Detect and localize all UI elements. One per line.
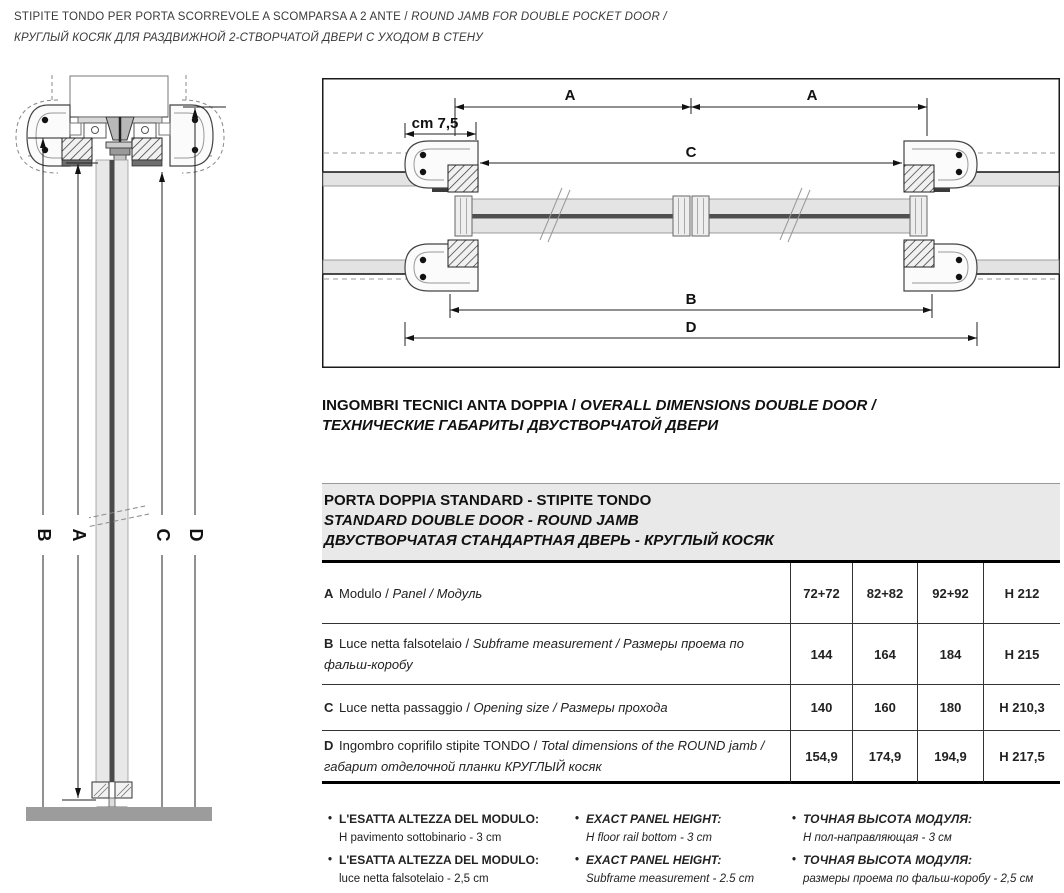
row-label-ru: Размеры прохода	[560, 700, 668, 715]
pocket-cavity	[70, 76, 168, 117]
footnotes-russian	[792, 810, 1058, 892]
title-english: ROUND JAMB FOR DOUBLE POCKET DOOR /	[411, 11, 667, 23]
table-title-en: STANDARD DOUBLE DOOR - ROUND JAMB	[324, 512, 639, 529]
footnote-title: ТОЧНАЯ ВЫСОТА МОДУЛЯ:	[803, 853, 973, 867]
table-row-c-label	[322, 685, 790, 731]
table-title-ru: ДВУСТВОРЧАТАЯ СТАНДАРТНАЯ ДВЕРЬ - КРУГЛЫЙ КОСЯК	[324, 532, 774, 549]
footnote-title: ТОЧНАЯ ВЫСОТА МОДУЛЯ:	[803, 812, 973, 826]
table-cell: H 215	[983, 624, 1060, 685]
footnote-text: H floor rail bottom - 3 cm	[586, 832, 712, 844]
footnotes	[328, 810, 1058, 892]
table-cell: 180	[917, 685, 983, 731]
footnote	[792, 810, 1058, 848]
row-label-ru: Модуль	[436, 585, 483, 601]
table-cell: 92+92	[917, 563, 983, 624]
row-label-en: Panel /	[392, 585, 433, 601]
row-label-ru: Размеры проема по фальш-коробу	[324, 636, 744, 672]
table-cell: 184	[917, 624, 983, 685]
row-label-en: Total dimensions of the ROUND jamb /	[540, 738, 765, 753]
heading-italian: INGOMBRI TECNICI ANTA DOPPIA /	[322, 397, 581, 414]
table-cell: 140	[790, 685, 852, 731]
row-key: A	[324, 585, 334, 601]
section-heading	[322, 396, 876, 435]
table-cell: 144	[790, 624, 852, 685]
page-title-line2: КРУГЛЫЙ КОСЯК ДЛЯ РАЗДВИЖНОЙ 2-СТВОРЧАТОЙ ДВЕРИ С УХОДОМ В СТЕНУ	[14, 32, 483, 44]
table-cell: 82+82	[852, 563, 917, 624]
footnote-text: luce netta falsotelaio - 2,5 cm	[339, 873, 489, 885]
table-cell: 174,9	[852, 731, 917, 784]
table-cell: 72+72	[790, 563, 852, 624]
dim-label-a: A	[69, 528, 89, 542]
footnotes-english	[575, 810, 792, 892]
table-cell: H 210,3	[983, 685, 1060, 731]
table-row-b-label	[322, 624, 790, 685]
dim-label-d: D	[685, 319, 697, 336]
dim-label-c: C	[153, 528, 173, 542]
table-cell: 160	[852, 685, 917, 731]
table-row-a-label	[322, 563, 790, 624]
footnote-title: L'ESATTA ALTEZZA DEL MODULO:	[339, 853, 539, 867]
dimensions-table	[322, 483, 1060, 784]
footnote-title: L'ESATTA ALTEZZA DEL MODULO:	[339, 812, 539, 826]
table-grid	[322, 563, 1060, 784]
dim-label-b: B	[685, 291, 697, 308]
bullet-icon: •	[328, 813, 333, 825]
page-title-line1	[14, 7, 667, 28]
vertical-section-drawing	[0, 60, 240, 893]
section-heading-line2: ТЕХНИЧЕСКИЕ ГАБАРИТЫ ДВУСТВОРЧАТОЙ ДВЕРИ	[322, 416, 719, 434]
footnote-title: EXACT PANEL HEIGHT:	[586, 812, 722, 826]
table-cell: 154,9	[790, 731, 852, 784]
bullet-icon: •	[792, 854, 797, 866]
table-row-d-label	[322, 731, 790, 784]
row-label-en: Subframe measurement /	[472, 636, 620, 651]
footnote-text: размеры проема по фальш-коробу - 2,5 см	[803, 873, 1034, 885]
footnotes-italian	[328, 810, 575, 892]
row-label-it: Ingombro coprifilo stipite TONDO /	[339, 738, 538, 753]
bullet-icon: •	[575, 813, 580, 825]
dim-label-a-left: A	[564, 87, 576, 104]
page-title	[14, 7, 667, 49]
jamb-width-label: cm 7,5	[411, 115, 459, 132]
footnote	[328, 810, 575, 848]
table-cell: 164	[852, 624, 917, 685]
footnote	[575, 810, 792, 848]
footnote-text: H pavimento sottobinario - 3 cm	[339, 832, 502, 844]
footnote-text: Н пол-направляющая - 3 см	[803, 832, 952, 844]
bullet-icon: •	[575, 854, 580, 866]
table-cell: H 212	[983, 563, 1060, 624]
section-heading-line1	[322, 396, 876, 416]
row-label-ru: габарит отделочной планки КРУГЛЫЙ косяк	[324, 759, 602, 774]
row-key: C	[324, 700, 334, 715]
footnote	[328, 851, 575, 889]
dim-label-a-right: A	[806, 87, 818, 104]
dim-label-b: B	[34, 528, 54, 542]
door-panels	[455, 188, 927, 242]
dim-label-c: C	[685, 144, 697, 161]
bullet-icon: •	[328, 854, 333, 866]
row-label-it: Luce netta falsotelaio /	[339, 636, 470, 651]
table-title-it: PORTA DOPPIA STANDARD - STIPITE TONDO	[324, 492, 652, 509]
heading-english: OVERALL DIMENSIONS DOUBLE DOOR /	[580, 397, 876, 414]
table-cell: 194,9	[917, 731, 983, 784]
row-label-it: Modulo /	[339, 585, 389, 601]
row-key: D	[324, 738, 334, 753]
row-key: B	[324, 636, 334, 651]
door-panel	[78, 160, 149, 782]
footnote-text: Subframe measurement - 2.5 cm	[586, 873, 755, 885]
title-italian: STIPITE TONDO PER PORTA SCORREVOLE A SCOMPARSA A 2 ANTE /	[14, 11, 412, 23]
table-cell: H 217,5	[983, 731, 1060, 784]
footnote	[575, 851, 792, 889]
bullet-icon: •	[792, 813, 797, 825]
row-label-en: Opening size /	[473, 700, 557, 715]
floor	[26, 807, 212, 821]
table-title	[322, 483, 1060, 563]
row-label-it: Luce netta passaggio /	[339, 700, 470, 715]
plan-view-drawing	[322, 78, 1060, 368]
footnote	[792, 851, 1058, 889]
footnote-title: EXACT PANEL HEIGHT:	[586, 853, 722, 867]
dim-label-d: D	[186, 528, 206, 542]
